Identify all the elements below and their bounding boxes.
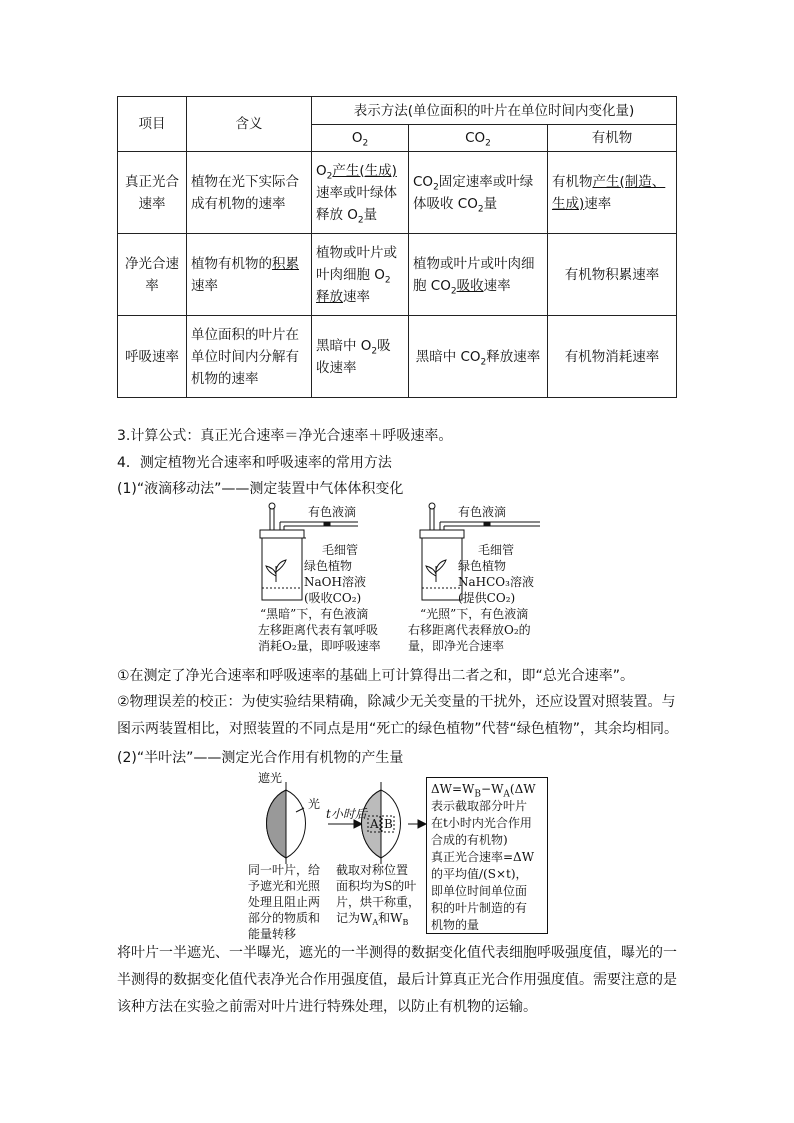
row-resp-co2: 黑暗中 $CO_2$释放速率 xyxy=(409,316,548,398)
box-rate-5: 机物的量 xyxy=(431,918,480,932)
row-resp-meaning: 单位面积的叶片在单位时间内分解有机物的速率 xyxy=(187,316,312,398)
rate-table xyxy=(117,96,677,398)
header-organic: 有机物 xyxy=(548,125,677,152)
row-true-o2: $O_2$产生(生成)速率或叶绿体释放 $O_2$量 xyxy=(312,152,409,234)
left-capillary-label: 毛细管 xyxy=(322,543,359,557)
header-o2: $O_2$ xyxy=(312,125,409,152)
right-solution-note: (提供CO₂) xyxy=(458,591,516,605)
box-line3: 在t小时内光合作用 xyxy=(431,816,532,830)
header-co2: $CO_2$ xyxy=(409,125,548,152)
row-true-item: 真正光合速率 xyxy=(118,152,187,234)
row-resp-item: 呼吸速率 xyxy=(118,316,187,398)
row-true-organic: 有机物产生(制造、生成)速率 xyxy=(548,152,677,234)
left-caption-2: 左移距离代表有氧呼吸 xyxy=(258,623,379,637)
row-true-meaning: 植物在光下实际合成有机物的速率 xyxy=(187,152,312,234)
cap1-line4: 部分的物质和 xyxy=(248,911,321,925)
note-total-rate: ①在测定了净光合速率和呼吸速率的基础上可计算得出二者之和，即“总光合速率”。 xyxy=(117,668,635,684)
section-droplet: (1)“液滴移动法”——测定装置中气体体积变化 xyxy=(117,481,404,497)
shade-label: 遮光 xyxy=(258,771,283,785)
cap2-line2: 面积均为S的叶 xyxy=(336,879,417,893)
box-rate-1: 真正光合速率=ΔW xyxy=(431,850,535,864)
cap2-line3: 片，烘干称重， xyxy=(336,895,421,909)
time-arrow-label: t小时后 xyxy=(326,807,367,821)
leaf-shaded-half xyxy=(267,790,287,858)
cap2-line4: 记为$W_A$和$W_B$ xyxy=(336,911,409,927)
right-solution-label: NaHCO₃溶液 xyxy=(458,575,534,589)
droplet-figure xyxy=(240,500,560,660)
methods-heading: 4．测定植物光合速率和呼吸速率的常用方法 xyxy=(117,455,392,471)
right-capillary-label: 毛细管 xyxy=(478,543,515,557)
right-caption-2: 右移距离代表释放O₂的 xyxy=(408,623,531,637)
box-rate-2: 的平均值/(S×t)， xyxy=(431,867,528,881)
cap1-line1: 同一叶片，给 xyxy=(248,863,321,877)
box-line4: 合成的有机物) xyxy=(431,833,508,847)
header-meaning: 含义 xyxy=(187,97,312,152)
box-rate-3: 即单位时间单位面 xyxy=(431,884,528,898)
left-droplet-label: 有色液滴 xyxy=(308,505,357,519)
label-a: A xyxy=(370,817,379,831)
row-net-meaning: 植物有机物的积累速率 xyxy=(187,234,312,316)
final-paragraph: 将叶片一半遮光、一半曝光，遮光的一半测得的数据变化值代表细胞呼吸强度值，曝光的一半测得的数据变化值代表净光合作用强度值，最后计算真正光合作用强度值。需要注意的是该种方法在实验之前需对叶片进行特殊处理，以防止有机物的运输。 xyxy=(117,945,677,1015)
left-solution-note: (吸收CO₂) xyxy=(304,591,362,605)
left-plant-label: 绿色植物 xyxy=(304,559,353,573)
header-method: 表示方法(单位面积的叶片在单位时间内变化量) xyxy=(312,97,677,125)
row-net-organic: 有机物积累速率 xyxy=(548,234,677,316)
row-net-o2: 植物或叶片或叶肉细胞 $O_2$ 释放速率 xyxy=(312,234,409,316)
row-resp-organic: 有机物消耗速率 xyxy=(548,316,677,398)
right-caption-3: 量，即净光合速率 xyxy=(408,639,505,653)
row-net-item: 净光合速率 xyxy=(118,234,187,316)
cap1-line2: 予遮光和光照 xyxy=(248,879,321,893)
formula-line: 3.计算公式：真正光合速率＝净光合速率＋呼吸速率。 xyxy=(117,428,453,444)
right-caption-1: “光照”下，有色液滴 xyxy=(420,607,529,621)
label-b: B xyxy=(384,817,393,831)
left-caption-1: “黑暗”下，有色液滴 xyxy=(260,607,369,621)
section-half-leaf: (2)“半叶法”——测定光合作用有机物的产生量 xyxy=(117,750,404,766)
left-solution-label: NaOH溶液 xyxy=(304,575,366,589)
formula-box xyxy=(426,777,548,934)
light-label: 光 xyxy=(308,797,321,811)
box-rate-4: 积的叶片制造的有 xyxy=(431,901,528,915)
row-true-co2: $CO_2$固定速率或叶绿体吸收 $CO_2$量 xyxy=(409,152,548,234)
row-net-co2: 植物或叶片或叶肉细胞 $CO_2$吸收速率 xyxy=(409,234,548,316)
header-item: 项目 xyxy=(118,97,187,152)
box-formula: $\Delta W=W_B-W_A(\Delta W$ xyxy=(431,782,536,800)
row-resp-o2: 黑暗中 $O_2$吸收速率 xyxy=(312,316,409,398)
cap1-line3: 处理且阻止两 xyxy=(248,895,321,909)
cap2-line1: 截取对称位置 xyxy=(336,863,409,877)
note-control: ②物理误差的校正：为使实验结果精确，除减少无关变量的干扰外，还应设置对照装置。与图示两装置相比，对照装置的不同点是用“死亡的绿色植物”代替“绿色植物”，其余均相同。 xyxy=(117,694,679,737)
right-droplet-label: 有色液滴 xyxy=(458,505,507,519)
cap1-line5: 能量转移 xyxy=(248,927,297,941)
right-plant-label: 绿色植物 xyxy=(458,559,507,573)
left-caption-3: 消耗O₂量，即呼吸速率 xyxy=(258,639,381,653)
box-line2: 表示截取部分叶片 xyxy=(431,799,528,813)
